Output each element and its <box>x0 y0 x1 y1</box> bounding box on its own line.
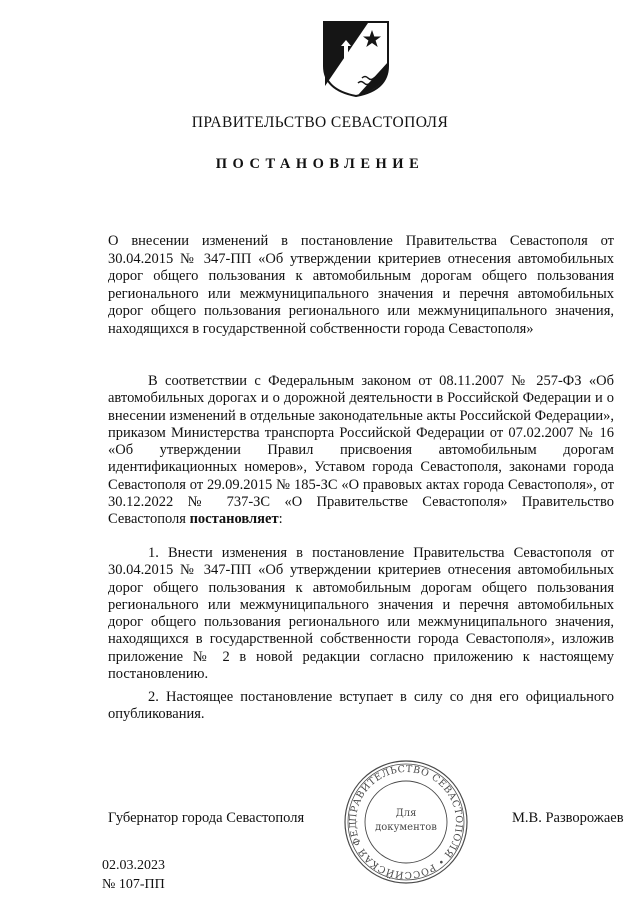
item-1-paragraph: 1. Внести изменения в постановление Правительства Севастополя от 30.04.2015 № 347-ПП «Об утверждении критериев отнесения автомобильных дорог общего пользования к автомобильным дорогам общего пользования регионального или межмуниципального значения и перечня автомобильных дорог общего пользования регионального или межмуниципального значения, находящихся в государственной собственности города Севастополя», изложив приложение № 2 в новой редакции согласно приложению к настоящему постановлению. <box>108 545 614 683</box>
coat-of-arms-icon <box>322 16 390 98</box>
stamp-ring-text: ПРАВИТЕЛЬСТВО СЕВАСТОПОЛЯ • РОССИЙСКАЯ ФЕД <box>347 763 465 881</box>
document-type-heading: ПОСТАНОВЛЕНИЕ <box>215 156 425 172</box>
signatory-position: Губернатор города Севастополя <box>108 810 305 826</box>
preamble-text: В соответствии с Федеральным законом от 08.11.2007 № 257-ФЗ «Об автомобильных дорогах и о дорожной деятельности в Российской Федерации и о внесении изменений в отдельные законодательные акты Российской Федерации», приказом Министерства транспорта Российской Федерации от 07.02.2007 № 16 «Об утверждении Правил присвоения автомобильным дорогам идентификационных номеров», Уставом города Севастополя, законами города Севастополя от 29.09.2015 № 185-ЗС «О правовых актах города Севастополя», от 30.12.2022 № 737-ЗС «О Правительстве Севастополя» Правительство Севастополя <box>108 373 614 528</box>
document-number: № 107-ПП <box>102 877 165 892</box>
official-seal-stamp <box>342 758 470 886</box>
preamble-colon: : <box>278 511 283 528</box>
item-2-paragraph: 2. Настоящее постановление вступает в силу со дня его официального опубликования. <box>108 689 614 723</box>
resolves-word: постановляет <box>189 511 279 528</box>
document-title: О внесении изменений в постановление Правительства Севастополя от 30.04.2015 № 347-ПП «Об утверждении критериев отнесения автомобильных дорог общего пользования к автомобильным дорогам общего пользования регионального или межмуниципального значения и перечня автомобильных дорог общего пользования регионального или межмуниципального значения, находящихся в государственной собственности города Севастополя» <box>108 233 614 337</box>
government-name: ПРАВИТЕЛЬСТВО СЕВАСТОПОЛЯ <box>191 114 449 131</box>
preamble-paragraph <box>108 373 614 529</box>
stamp-center-line-2: документов <box>375 822 437 833</box>
document-date: 02.03.2023 <box>102 858 165 873</box>
stamp-center-line-1: Для <box>395 808 417 819</box>
signatory-name: М.В. Разворожаев <box>512 810 624 826</box>
